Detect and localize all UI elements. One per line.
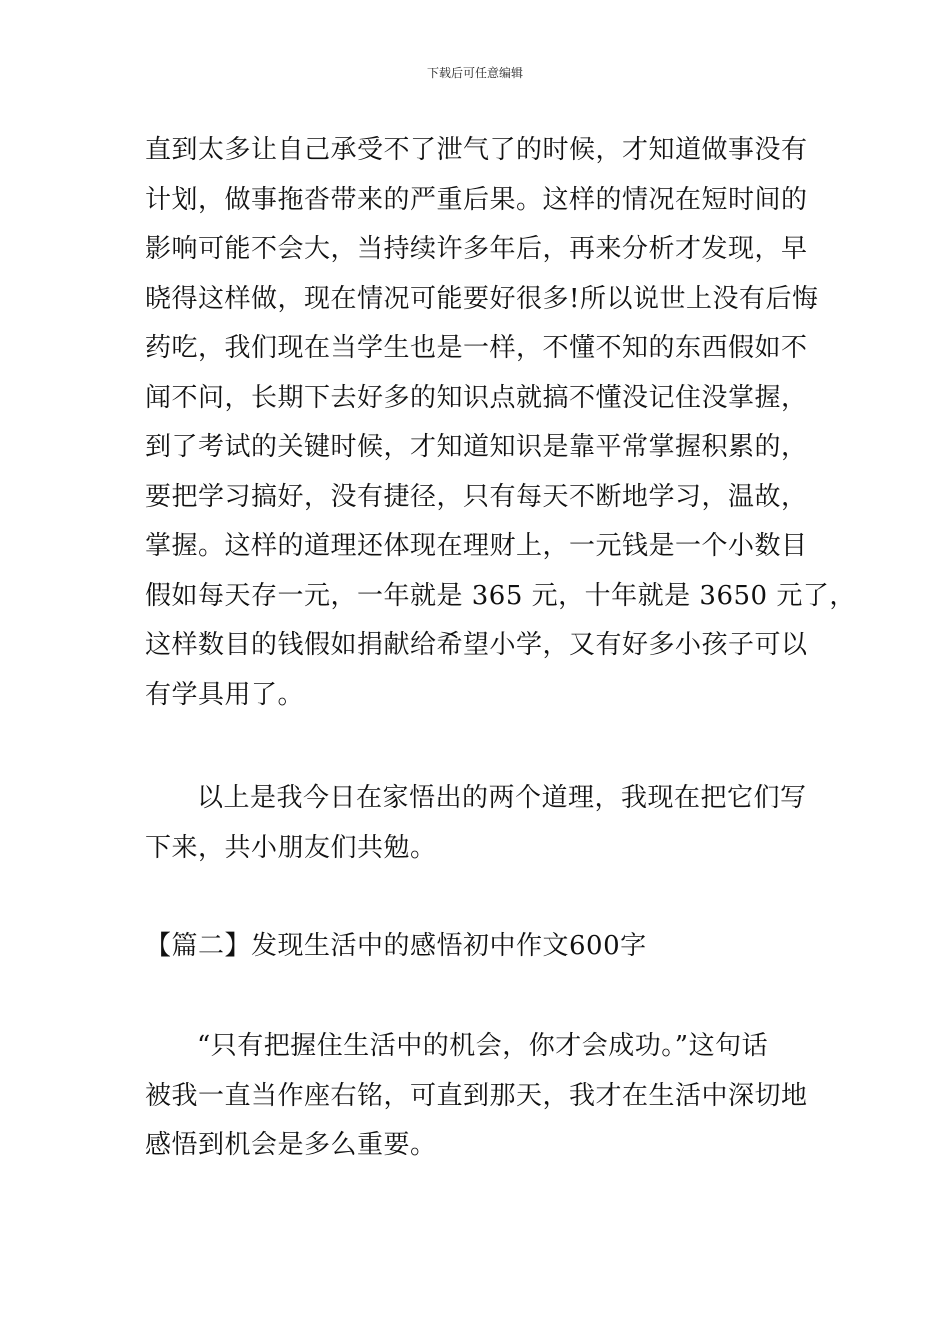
text-line: 感悟到机会是多么重要。 (145, 1130, 437, 1160)
paragraph-1 (145, 126, 856, 720)
text-line: 晓得这样做，现在情况可能要好很多!所以说世上没有后悔 (145, 283, 819, 314)
section-heading (145, 922, 810, 972)
text-line: 药吃，我们现在当学生也是一样，不懂不知的东西假如不 (145, 333, 808, 363)
heading-line: 【篇二】发现生活中的感悟初中作文600字 (145, 931, 647, 961)
text-line: 闻不问，长期下去好多的知识点就搞不懂没记住没掌握， (145, 382, 808, 413)
text-line: 假如每天存一元，一年就是 365 元，十年就是 3650 元了， (145, 580, 856, 611)
text-line: 掌握。这样的道理还体现在理财上，一元钱是一个小数目 (145, 531, 808, 561)
text-line: 有学具用了。 (145, 679, 305, 710)
text-line: 要把学习搞好，没有捷径，只有每天不断地学习，温故， (145, 481, 808, 512)
text-line: 以上是我今日在家悟出的两个道理，我现在把它们写 (197, 783, 807, 813)
text-line: 下来，共小朋友们共勉。 (145, 832, 437, 863)
text-line: 计划，做事拖沓带来的严重后果。这样的情况在短时间的 (145, 184, 808, 215)
text-line: 被我一直当作座右铭，可直到那天，我才在生活中深切地 (145, 1080, 808, 1111)
text-line: 到了考试的关键时候，才知道知识是靠平常掌握积累的， (145, 432, 808, 462)
page-header: 下载后可任意编辑 (426, 66, 523, 80)
text-line: 这样数目的钱假如捐献给希望小学，又有好多小孩子可以 (145, 630, 808, 660)
paragraph-3 (145, 1022, 810, 1171)
text-line: 影响可能不会大，当持续许多年后，再来分析才发现，早 (145, 234, 808, 264)
paragraph-2 (145, 774, 810, 873)
text-line: “只有把握住生活中的机会，你才会成功。”这句话 (197, 1031, 769, 1061)
text-line: 直到太多让自己承受不了泄气了的时候，才知道做事没有 (145, 135, 808, 165)
